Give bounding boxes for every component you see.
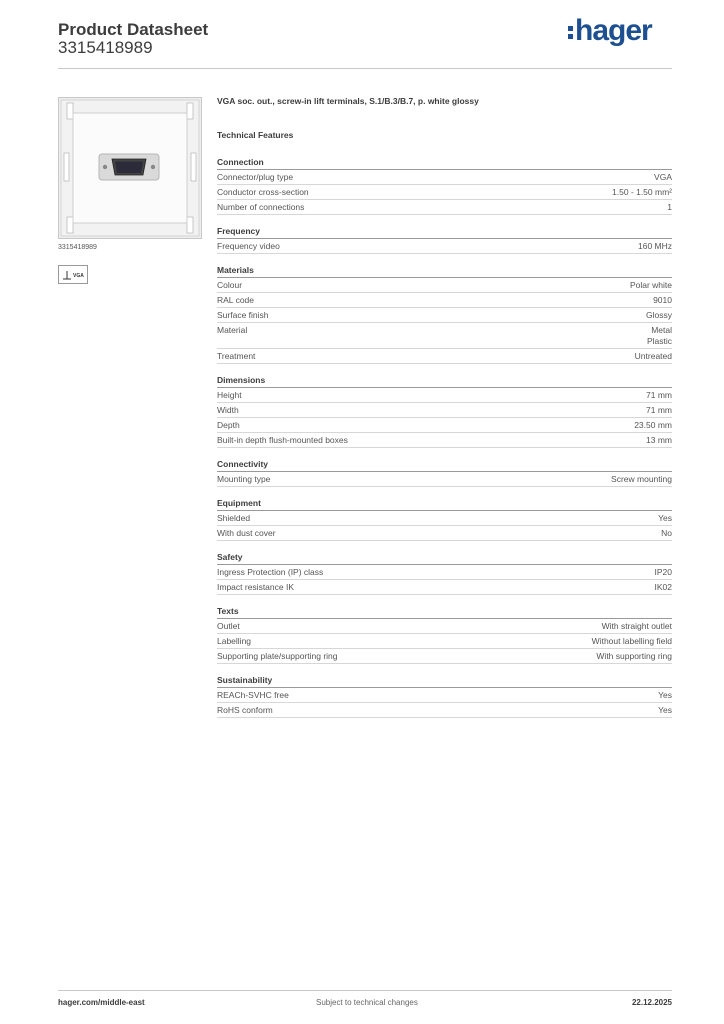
spec-label: Built-in depth flush-mounted boxes (217, 435, 348, 445)
spec-label: Depth (217, 420, 240, 430)
symbol-label: VGA (73, 273, 84, 279)
header-divider (58, 68, 672, 69)
spec-row (217, 433, 672, 448)
spec-value (630, 280, 672, 291)
section-title: Sustainability (217, 674, 672, 688)
spec-value-line: 9010 (653, 295, 672, 305)
spec-label: Treatment (217, 351, 256, 361)
section-equipment (217, 497, 672, 541)
spec-row (217, 526, 672, 541)
spec-label: Impact resistance IK (217, 582, 295, 592)
vga-symbol-icon (58, 265, 88, 284)
section-title: Texts (217, 605, 672, 619)
section-connectivity (217, 458, 672, 487)
spec-value-line: 13 mm (646, 435, 672, 445)
section-title: Dimensions (217, 374, 672, 388)
spec-row (217, 565, 672, 580)
spec-value (612, 187, 672, 198)
spec-row (217, 388, 672, 403)
section-texts (217, 605, 672, 664)
spec-value-line: 71 mm (646, 390, 672, 400)
section-dimensions (217, 374, 672, 448)
section-materials (217, 264, 672, 364)
spec-label: Shielded (217, 513, 251, 523)
spec-value-line: Without labelling field (591, 636, 672, 646)
spec-label: Colour (217, 280, 243, 290)
spec-value-line: Polar white (629, 280, 672, 290)
spec-value (638, 241, 672, 252)
technical-features-heading: Technical Features (217, 130, 294, 140)
spec-value-line: 71 mm (646, 405, 672, 415)
section-title: Equipment (217, 497, 672, 511)
spec-row (217, 418, 672, 433)
image-caption: 3315418989 (58, 244, 97, 251)
spec-value-line: Untreated (634, 351, 672, 361)
spec-label: Mounting type (217, 474, 271, 484)
spec-row (217, 688, 672, 703)
product-image (58, 97, 202, 239)
section-title: Materials (217, 264, 672, 278)
spec-value-line: IP20 (654, 567, 672, 577)
footer-notice: Subject to technical changes (316, 998, 418, 1007)
spec-row (217, 649, 672, 664)
page-title: Product Datasheet (58, 20, 209, 39)
spec-row (217, 185, 672, 200)
spec-value-line: No (661, 528, 672, 538)
spec-value-line: IK02 (654, 582, 672, 592)
logo-dots-icon (568, 23, 573, 42)
product-number: 3315418989 (58, 38, 153, 57)
spec-value (655, 582, 673, 593)
spec-value (646, 435, 672, 446)
section-connection (217, 156, 672, 215)
footer-date: 22.12.2025 (631, 998, 672, 1007)
footer-divider (58, 990, 672, 991)
spec-value (646, 390, 672, 401)
spec-value (658, 705, 672, 716)
section-sustainability (217, 674, 672, 718)
spec-value (667, 202, 672, 213)
spec-value-line: With straight outlet (601, 621, 672, 631)
spec-value-line: Metal (651, 325, 672, 335)
spec-value (602, 621, 672, 632)
vga-socket-illustration (59, 98, 201, 238)
footer-website: hager.com/middle-east (58, 998, 145, 1007)
spec-label: Material (217, 325, 248, 335)
spec-label: Height (217, 390, 242, 400)
spec-row (217, 170, 672, 185)
product-description: VGA soc. out., screw-in lift terminals, S.1/B.3/B.7, p. white glossy (217, 96, 479, 106)
spec-row (217, 634, 672, 649)
spec-label: Connector/plug type (217, 172, 294, 182)
hager-logo (568, 14, 652, 48)
spec-row (217, 323, 672, 349)
spec-value-line: Yes (658, 705, 672, 715)
spec-row (217, 580, 672, 595)
spec-value-line: 23.50 mm (634, 420, 672, 430)
spec-value (658, 513, 672, 524)
spec-row (217, 619, 672, 634)
spec-label: Labelling (217, 636, 252, 646)
spec-value (658, 690, 672, 701)
spec-value (646, 310, 672, 321)
spec-value (647, 325, 672, 347)
section-frequency (217, 225, 672, 254)
spec-label: REACh-SVHC free (217, 690, 289, 700)
section-title: Safety (217, 551, 672, 565)
spec-value-line: 160 MHz (637, 241, 672, 251)
spec-label: Conductor cross-section (217, 187, 309, 197)
spec-value-line: Screw mounting (611, 474, 672, 484)
spec-value (592, 636, 672, 647)
spec-row (217, 349, 672, 364)
spec-row (217, 703, 672, 718)
spec-row (217, 239, 672, 254)
spec-label: Supporting plate/supporting ring (217, 651, 338, 661)
spec-row (217, 293, 672, 308)
spec-row (217, 403, 672, 418)
spec-value-line: VGA (654, 172, 672, 182)
spec-row (217, 308, 672, 323)
spec-value (635, 351, 672, 362)
spec-label: Surface finish (217, 310, 269, 320)
spec-value (646, 405, 672, 416)
spec-value (661, 528, 672, 539)
spec-row (217, 472, 672, 487)
spec-value-line: Yes (658, 690, 672, 700)
spec-value (634, 420, 672, 431)
spec-row (217, 200, 672, 215)
spec-value-line: 1 (667, 202, 672, 212)
spec-row (217, 278, 672, 293)
section-title: Connection (217, 156, 672, 170)
spec-value (596, 651, 672, 662)
spec-row (217, 511, 672, 526)
section-safety (217, 551, 672, 595)
spec-value-line: With supporting ring (596, 651, 672, 661)
logo-text: hager (575, 14, 652, 47)
spec-value-line: Plastic (646, 336, 672, 346)
spec-label: Ingress Protection (IP) class (217, 567, 324, 577)
spec-label: With dust cover (217, 528, 276, 538)
section-title: Connectivity (217, 458, 672, 472)
feature-sections (217, 156, 672, 718)
spec-label: Width (217, 405, 239, 415)
spec-label: Number of connections (217, 202, 305, 212)
spec-value (653, 295, 672, 306)
spec-value-line: 1.50 - 1.50 mm² (612, 187, 672, 197)
section-title: Frequency (217, 225, 672, 239)
spec-label: RoHS conform (217, 705, 273, 715)
spec-label: RAL code (217, 295, 255, 305)
spec-value (655, 567, 673, 578)
spec-value (611, 474, 672, 485)
spec-value-line: Glossy (646, 310, 672, 320)
spec-label: Frequency video (217, 241, 280, 251)
spec-value-line: Yes (658, 513, 672, 523)
technical-content (217, 96, 672, 728)
spec-label: Outlet (217, 621, 240, 631)
spec-value (654, 172, 672, 183)
